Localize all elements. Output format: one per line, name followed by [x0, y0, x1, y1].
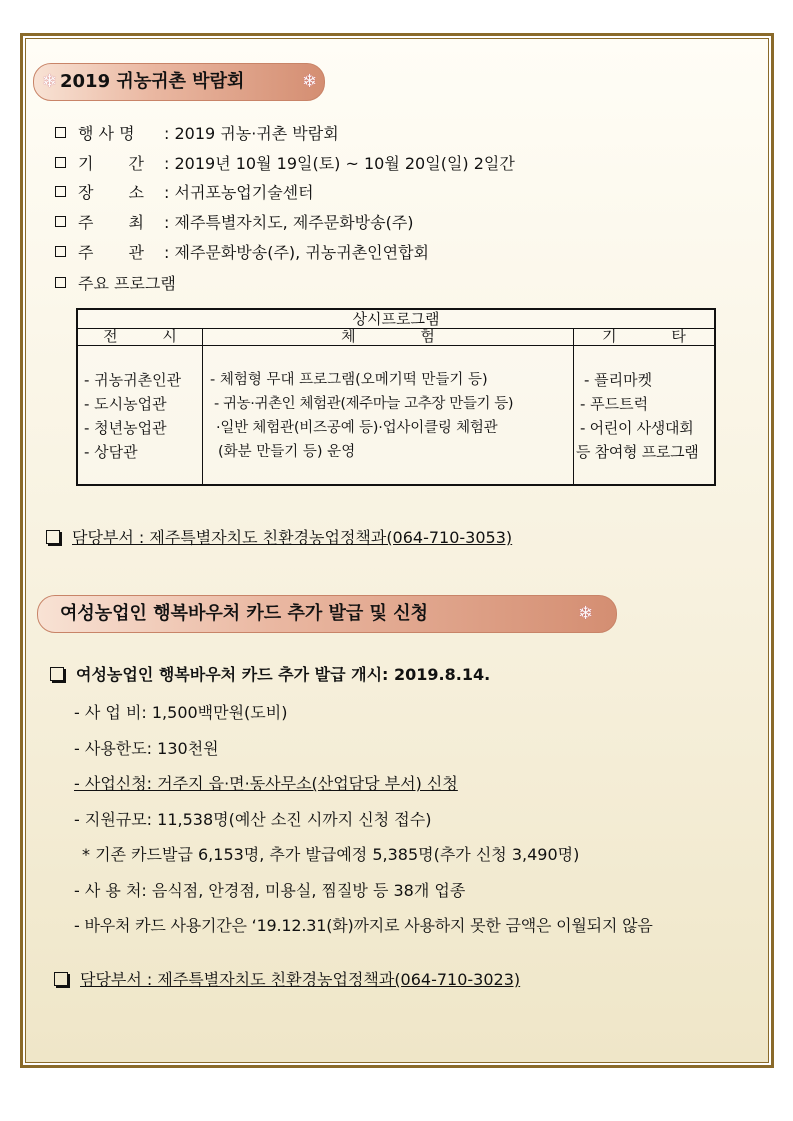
event-host-row: 주 최 : 제주특별자치도, 제주문화방송(주): [55, 213, 414, 233]
checkbox-bullet-icon: [55, 127, 66, 138]
table-title: 상시프로그램: [78, 310, 714, 329]
section2-contact-row: [54, 970, 520, 990]
checkbox-bullet-icon: [55, 216, 66, 227]
checkbox-bullet-icon: [55, 157, 66, 168]
table-cell: - 상담관: [84, 443, 138, 461]
table-cell: - 푸드트럭: [580, 395, 649, 413]
column-divider: [573, 328, 574, 484]
section2-headline: 여성농업인 행복바우처 카드 추가 발급 개시: 2019.8.14.: [76, 665, 491, 684]
item-value: 제주문화방송(주), 귀농귀촌인연합회: [174, 243, 429, 262]
list-item: - 사 업 비: 1,500백만원(도비): [74, 703, 288, 722]
table-cell: 등 참여형 프로그램: [576, 443, 699, 461]
section1-contact-row: [46, 528, 512, 548]
section1-contact: 담당부서 : 제주특별자치도 친환경농업정책과(064-710-3053): [72, 528, 513, 547]
checkbox-bullet-icon: [55, 186, 66, 197]
checkbox-bullet-icon: [55, 246, 66, 257]
table-header-experience: 체 험: [341, 327, 435, 345]
item-label: 주 최: [78, 213, 144, 232]
list-item-note: * 기존 카드발급 6,153명, 추가 발급예정 5,385명(추가 신청 3,490명): [82, 845, 580, 864]
snowflake-icon: ❄: [578, 603, 594, 624]
checkbox-bullet-icon: [55, 277, 66, 288]
item-label: 장 소: [78, 183, 144, 202]
section2-title-banner: [37, 595, 617, 633]
program-heading: 주요 프로그램: [78, 274, 176, 293]
checkbox-bullet-icon: [54, 972, 68, 986]
section2-title: 여성농업인 행복바우처 카드 추가 발급 및 신청: [60, 603, 428, 624]
table-cell: - 도시농업관: [84, 395, 167, 413]
event-name-row: 행 사 명 : 2019 귀농·귀촌 박람회: [55, 124, 339, 144]
event-period-row: 기 간 : 2019년 10월 19일(토) ~ 10월 20일(일) 2일간: [55, 154, 515, 174]
item-label: 주 관: [78, 243, 144, 262]
section1-title-banner: [33, 63, 325, 101]
section2-headline-row: [50, 665, 490, 685]
list-item: - 바우처 카드 사용기간은 ‘19.12.31(화)까지로 사용하지 못한 금액은 이월되지 않음: [74, 916, 653, 935]
header-divider: [78, 345, 714, 346]
section1-title: 2019 귀농귀촌 박람회: [60, 71, 245, 92]
table-cell: (화분 만들기 등) 운영: [218, 444, 356, 460]
table-header-exhibition: 전 시: [103, 327, 177, 345]
list-item: - 사업신청: 거주지 읍·면·동사무소(산업담당 부서) 신청: [74, 774, 458, 793]
snowflake-icon: ❄: [302, 71, 318, 92]
item-label: 기 간: [78, 154, 144, 173]
section2-contact: 담당부서 : 제주특별자치도 친환경농업정책과(064-710-3023): [80, 970, 521, 989]
table-cell: - 체험형 무대 프로그램(오메기떡 만들기 등): [210, 372, 488, 388]
list-item: - 지원규모: 11,538명(예산 소진 시까지 신청 접수): [74, 810, 432, 829]
table-cell: - 청년농업관: [84, 419, 167, 437]
program-table: [76, 308, 716, 486]
item-value: 2019년 10월 19일(토) ~ 10월 20일(일) 2일간: [174, 154, 515, 173]
event-organizer-row: 주 관 : 제주문화방송(주), 귀농귀촌인연합회: [55, 243, 429, 263]
checkbox-bullet-icon: [46, 530, 60, 544]
item-value: 2019 귀농·귀촌 박람회: [174, 124, 339, 143]
item-value: 서귀포농업기술센터: [174, 183, 314, 202]
item-value: 제주특별자치도, 제주문화방송(주): [174, 213, 414, 232]
table-cell: ·일반 체험관(비즈공예 등)·업사이클링 체험관: [216, 420, 498, 436]
table-cell: - 어린이 사생대회: [580, 419, 694, 437]
event-venue-row: 장 소 : 서귀포농업기술센터: [55, 183, 314, 203]
table-header-other: 기 타: [602, 327, 686, 345]
item-label: 행 사 명: [78, 124, 135, 143]
table-cell: - 귀농귀촌인관: [84, 371, 182, 389]
program-heading-row: [55, 274, 176, 294]
checkbox-bullet-icon: [50, 667, 64, 681]
list-item: - 사용한도: 130천원: [74, 739, 219, 758]
list-item: - 사 용 처: 음식점, 안경점, 미용실, 찜질방 등 38개 업종: [74, 881, 466, 900]
table-cell: - 플리마켓: [584, 371, 653, 389]
snowflake-icon: ❄: [42, 71, 58, 92]
table-cell: - 귀농·귀촌인 체험관(제주마늘 고추장 만들기 등): [214, 396, 514, 412]
column-divider: [202, 328, 203, 484]
